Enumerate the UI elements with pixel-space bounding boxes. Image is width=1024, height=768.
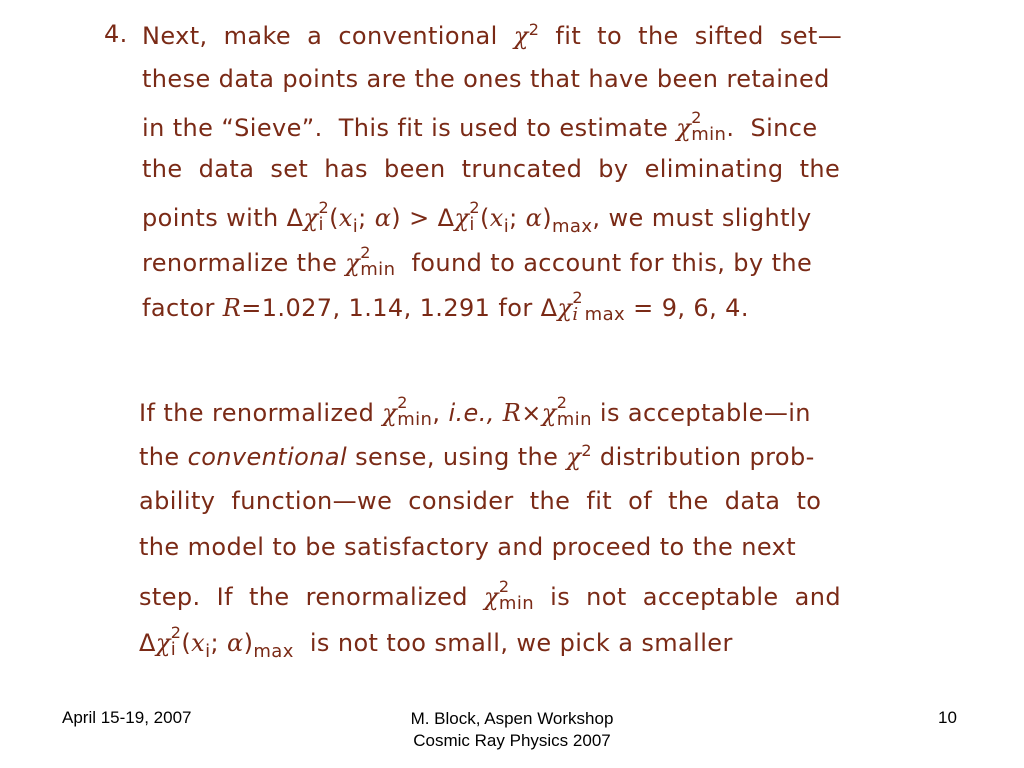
max-list: 9, 6, 4 — [661, 294, 741, 322]
para2-line-3: ability function—we consider the fit of the data to — [139, 487, 822, 515]
page-number: 10 — [938, 708, 957, 727]
step4-line-7: factor R=1.027, 1.14, 1.291 for Δχ 2 i max = 9, 6, 4. — [142, 288, 749, 325]
step4-line-3: in the “Sieve”. This fit is used to estimate χ 2 min . Since — [142, 108, 818, 145]
step4-line-2: these data points are the ones that have been retained — [142, 65, 830, 93]
footer-title-line-1: M. Block, Aspen Workshop — [410, 709, 614, 728]
para2-line-5: step. If the renormalized χ 2 min is not acceptable and — [139, 577, 842, 614]
step4-line-5: points with Δχ 2 i ($x_i$; α) > Δχ 2 i ($x_i$; $\alpha)_{max}$, we must slightly — [142, 198, 812, 237]
factor-1: 1.027 — [261, 294, 333, 322]
para2-line-2: the conventional sense, using the $\chi^2$ distribution prob- — [139, 441, 815, 471]
para2-line-4: the model to be satisfactory and proceed to the next — [139, 533, 796, 561]
factor-3: 1.291 — [419, 294, 491, 322]
step4-line-6: renormalize the χ 2 min found to account for this, by the — [142, 243, 813, 280]
footer-title — [356, 708, 668, 752]
footer-title-line-2: Cosmic Ray Physics 2007 — [413, 731, 611, 750]
renorm-factor-symbol: R — [222, 294, 242, 322]
step4-line-1: Next, make a conventional $\chi^2$ fit to the sifted set— — [142, 20, 843, 50]
factor-2: 1.14 — [348, 294, 404, 322]
footer-date: April 15-19, 2007 — [62, 708, 192, 727]
step4-line-4: the data set has been truncated by eliminating the — [142, 155, 841, 183]
para2-line-6: Δχ 2 i ($x_i$; $\alpha)_{max}$ is not too small, we pick a smaller — [139, 623, 733, 662]
step-number: 4. — [104, 20, 128, 48]
para2-line-1: If the renormalized χ 2 min , i.e., R×χ 2 min is acceptable—in — [139, 393, 811, 430]
